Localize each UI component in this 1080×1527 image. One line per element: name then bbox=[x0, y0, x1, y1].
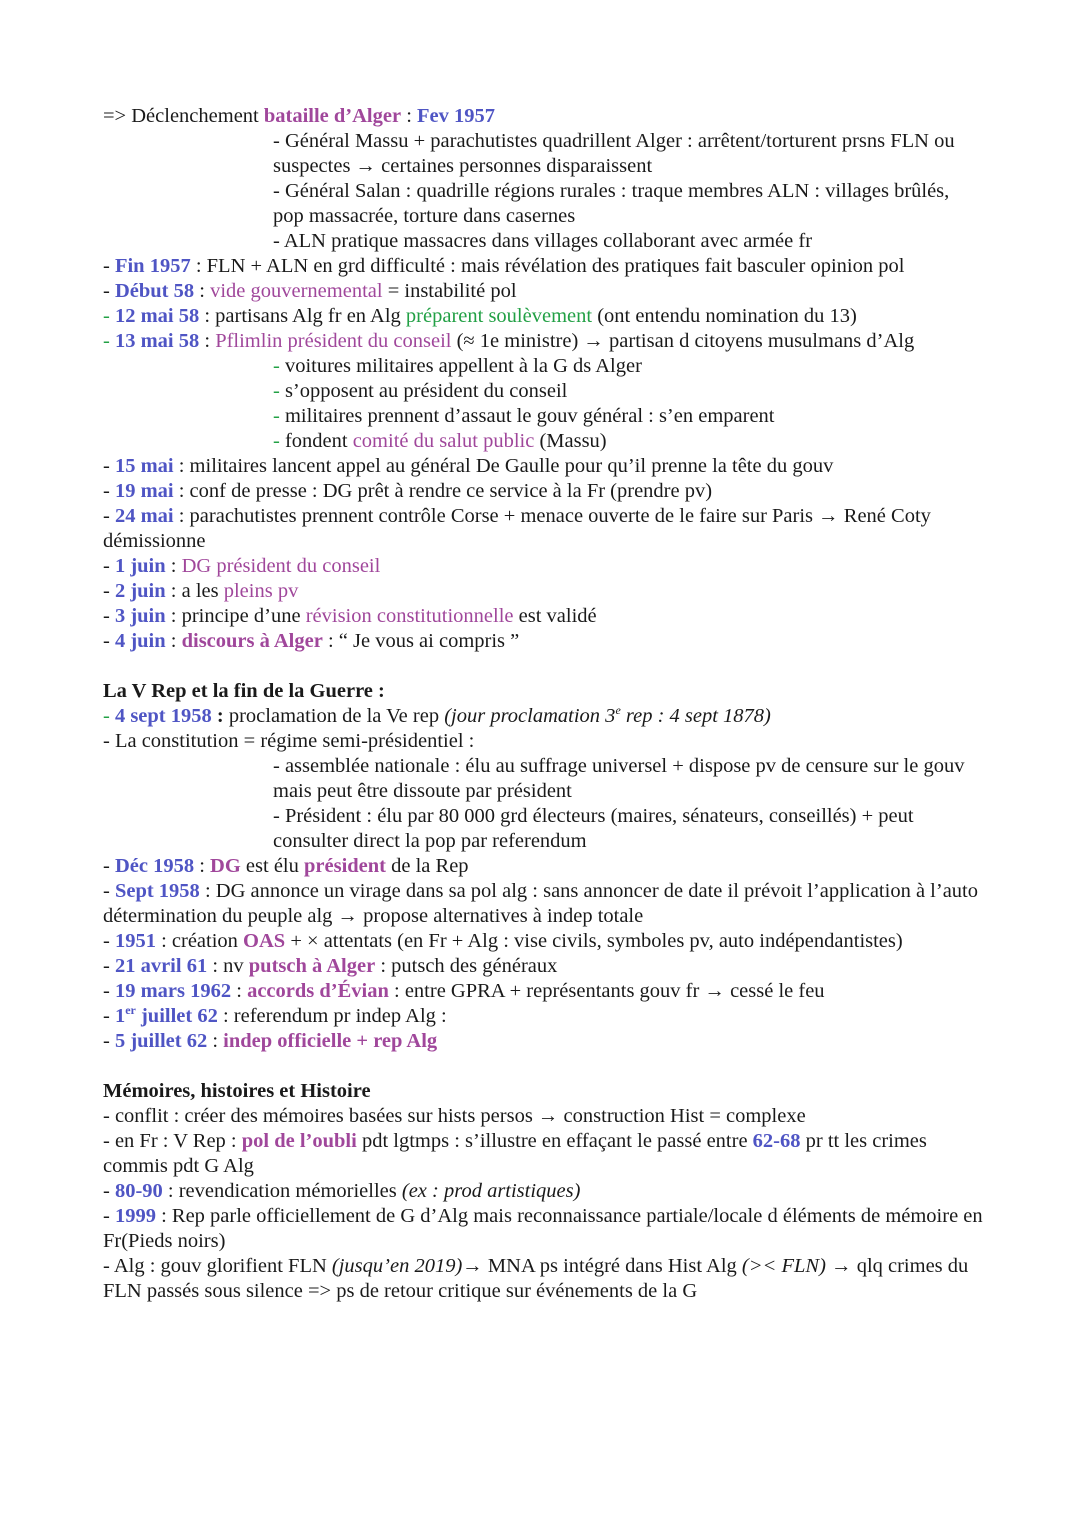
dash: - bbox=[103, 330, 115, 352]
dash: - bbox=[103, 605, 115, 627]
line-3-juin bbox=[103, 604, 983, 629]
text: (Massu) bbox=[534, 430, 607, 452]
italic-note: (>< FLN) bbox=[741, 1255, 826, 1277]
dash: - bbox=[103, 455, 115, 477]
text: : parachutistes prennent contrôle Corse + menace ouverte de le faire sur Paris → René Coty démissionne bbox=[103, 505, 931, 552]
highlight-term: Pflimlin président du conseil bbox=[215, 330, 452, 352]
dash: - bbox=[103, 1030, 115, 1052]
highlight-term: discours à Alger bbox=[181, 630, 323, 652]
line-15-mai bbox=[103, 454, 983, 479]
line-aln: - ALN pratique massacres dans villages collaborant avec armée fr bbox=[273, 230, 813, 252]
date: 4 sept 1958 bbox=[114, 705, 212, 727]
highlight-term: vide gouvernemental bbox=[210, 280, 383, 302]
document-page bbox=[103, 104, 983, 1304]
text: (ont entendu nomination du 13) bbox=[592, 305, 857, 327]
line-4-sept-1958 bbox=[103, 704, 983, 729]
date: 1 bbox=[114, 1005, 126, 1027]
text: : Rep parle officiellement de G d’Alg mais reconnaissance partiale/locale d éléments de mémoire en Fr(Pieds noirs) bbox=[103, 1205, 983, 1252]
line-salan: - Général Salan : quadrille régions rurales : traque membres ALN : villages brûlés, pop massacrée, torture dans casernes bbox=[273, 180, 950, 227]
line-1999 bbox=[103, 1204, 983, 1254]
date: 1999 bbox=[114, 1205, 156, 1227]
italic-note: (ex : prod artistiques) bbox=[401, 1180, 581, 1202]
dash: - bbox=[103, 705, 115, 727]
line-alg bbox=[103, 1254, 983, 1304]
dash: - bbox=[103, 930, 115, 952]
line-21-avril bbox=[103, 954, 983, 979]
line-19-mars bbox=[103, 979, 983, 1004]
date: Déc 1958 bbox=[114, 855, 195, 877]
line-13-mai bbox=[103, 329, 983, 354]
line-bataille-alger bbox=[103, 104, 983, 129]
text: : bbox=[211, 705, 229, 727]
dash: - bbox=[103, 580, 115, 602]
text: de la Rep bbox=[386, 855, 469, 877]
dash: - bbox=[103, 955, 115, 977]
text: : bbox=[165, 555, 182, 577]
highlight-term: bataille d’Alger bbox=[263, 105, 402, 127]
text: + × attentats (en Fr + Alg : vise civils, symboles pv, auto indépendantistes) bbox=[285, 930, 903, 952]
date: 21 avril 61 bbox=[114, 955, 208, 977]
line-19-mai bbox=[103, 479, 983, 504]
text: = instabilité pol bbox=[382, 280, 517, 302]
line-12-mai bbox=[103, 304, 983, 329]
text: : bbox=[199, 330, 216, 352]
dash: - bbox=[103, 1180, 115, 1202]
date: 13 mai 58 bbox=[114, 330, 200, 352]
highlight-term: pleins pv bbox=[223, 580, 299, 602]
dash: - bbox=[103, 980, 115, 1002]
text: pr tt les crimes commis pdt G Alg bbox=[103, 1130, 927, 1177]
line-1-juillet bbox=[103, 1004, 983, 1029]
date: 5 juillet 62 bbox=[114, 1030, 208, 1052]
line-massu: - Général Massu + parachutistes quadrillent Alger : arrêtent/torturent prsns FLN ou suspectes → certaines personnes disparaissent bbox=[273, 130, 955, 177]
date: Fin 1957 bbox=[114, 255, 191, 277]
text: : bbox=[194, 280, 211, 302]
dash: - bbox=[103, 255, 115, 277]
text: : partisans Alg fr en Alg bbox=[199, 305, 406, 327]
dash: - bbox=[103, 305, 115, 327]
dash: - bbox=[103, 880, 115, 902]
dash: - bbox=[273, 430, 285, 452]
text: : bbox=[231, 980, 248, 1002]
text: : DG annonce un virage dans sa pol alg : sans annoncer de date il prévoit l’application à l’auto détermination du peuple alg → propose alternatives à indep totale bbox=[103, 880, 978, 927]
text: : nv bbox=[207, 955, 249, 977]
line-debut-58 bbox=[103, 279, 983, 304]
line-opposent bbox=[103, 379, 983, 404]
date: 4 juin bbox=[114, 630, 166, 652]
line-1951 bbox=[103, 929, 983, 954]
line-4-juin bbox=[103, 629, 983, 654]
line-sept-1958 bbox=[103, 879, 983, 929]
text: militaires prennent d’assaut le gouv général : s’en emparent bbox=[284, 405, 775, 427]
italic-note: (jusqu’en 2019) bbox=[331, 1255, 463, 1277]
line-voitures bbox=[103, 354, 983, 379]
date: 1951 bbox=[114, 930, 156, 952]
highlight-term: préparent soulèvement bbox=[405, 305, 593, 327]
highlight-term: OAS bbox=[243, 930, 286, 952]
text: s’opposent au président du conseil bbox=[284, 380, 568, 402]
text: : bbox=[165, 630, 182, 652]
dash: - bbox=[103, 280, 115, 302]
date: Début 58 bbox=[114, 280, 195, 302]
line-assaut bbox=[103, 404, 983, 429]
line-conflit: - conflit : créer des mémoires basées sur hists persos → construction Hist = complexe bbox=[103, 1105, 806, 1127]
text: : conf de presse : DG prêt à rendre ce service à la Fr (prendre pv) bbox=[173, 480, 713, 502]
date: 19 mars 1962 bbox=[114, 980, 232, 1002]
section-heading-vrep: La V Rep et la fin de la Guerre : bbox=[103, 680, 385, 702]
spacer bbox=[103, 654, 983, 679]
text: est validé bbox=[513, 605, 597, 627]
date: Sept 1958 bbox=[114, 880, 200, 902]
text: proclamation de la Ve rep bbox=[228, 705, 445, 727]
highlight-term: DG bbox=[210, 855, 241, 877]
text: : entre GPRA + représentants gouv fr → cessé le feu bbox=[388, 980, 825, 1002]
superscript: e bbox=[615, 703, 621, 718]
text: : referendum pr indep Alg : bbox=[217, 1005, 447, 1027]
date: 24 mai bbox=[114, 505, 174, 527]
date: 3 juin bbox=[114, 605, 166, 627]
date: 2 juin bbox=[114, 580, 166, 602]
highlight-term: DG président du conseil bbox=[181, 555, 381, 577]
text: : militaires lancent appel au général De Gaulle pour qu’il prenne la tête du gouv bbox=[173, 455, 834, 477]
spacer bbox=[103, 1054, 983, 1079]
line-en-fr bbox=[103, 1129, 983, 1179]
highlight-term: pol de l’oubli bbox=[241, 1130, 357, 1152]
text: => Déclenchement bbox=[103, 105, 264, 127]
superscript: er bbox=[125, 1003, 136, 1018]
dash: - bbox=[103, 855, 115, 877]
line-constitution: - La constitution = régime semi-présidentiel : bbox=[103, 730, 475, 752]
dash: - bbox=[273, 405, 285, 427]
text: voitures militaires appellent à la G ds Alger bbox=[284, 355, 642, 377]
date: juillet 62 bbox=[135, 1005, 218, 1027]
text: pdt lgtmps : s’illustre en effaçant le passé entre bbox=[356, 1130, 753, 1152]
dash: - bbox=[103, 555, 115, 577]
dash: - bbox=[273, 355, 285, 377]
text: : création bbox=[155, 930, 244, 952]
text: est élu bbox=[240, 855, 304, 877]
date: 15 mai bbox=[114, 455, 174, 477]
text: : revendication mémorielles bbox=[162, 1180, 402, 1202]
line-dec-1958 bbox=[103, 854, 983, 879]
dash: - bbox=[273, 380, 285, 402]
date: 12 mai 58 bbox=[114, 305, 200, 327]
line-24-mai bbox=[103, 504, 983, 554]
date: 62-68 bbox=[752, 1130, 801, 1152]
section-heading-memoires: Mémoires, histoires et Histoire bbox=[103, 1080, 371, 1102]
text: : putsch des généraux bbox=[375, 955, 558, 977]
line-1-juin bbox=[103, 554, 983, 579]
text: → MNA ps intégré dans Hist Alg bbox=[462, 1255, 742, 1277]
line-comite bbox=[103, 429, 983, 454]
text: : bbox=[194, 855, 211, 877]
line-president: - Président : élu par 80 000 grd électeurs (maires, sénateurs, conseillés) + peut consulter direct la pop par referendum bbox=[273, 805, 914, 852]
highlight-term: accords d’Évian bbox=[247, 980, 389, 1002]
line-2-juin bbox=[103, 579, 983, 604]
text: → qlq crimes du FLN passés sous silence => ps de retour critique sur événements de la G bbox=[103, 1255, 969, 1302]
text: - en Fr : V Rep : bbox=[103, 1130, 242, 1152]
italic-note: (jour proclamation 3 bbox=[444, 705, 616, 727]
line-assemblee: - assemblée nationale : élu au suffrage universel + dispose pv de censure sur le gouv mais peut être dissoute par président bbox=[273, 755, 965, 802]
dash: - bbox=[103, 1205, 115, 1227]
date: 1 juin bbox=[114, 555, 166, 577]
text: : bbox=[401, 105, 418, 127]
text: fondent bbox=[284, 430, 353, 452]
dash: - bbox=[103, 1005, 115, 1027]
dash: - bbox=[103, 480, 115, 502]
text: : FLN + ALN en grd difficulté : mais révélation des pratiques fait basculer opinion pol bbox=[190, 255, 905, 277]
date: 19 mai bbox=[114, 480, 174, 502]
highlight-term: indep officielle + rep Alg bbox=[223, 1030, 438, 1052]
date: 80-90 bbox=[114, 1180, 163, 1202]
line-80-90 bbox=[103, 1179, 983, 1204]
dash: - bbox=[103, 505, 115, 527]
text: (≈ 1e ministre) → partisan d citoyens musulmans d’Alg bbox=[451, 330, 915, 352]
text: - Alg : gouv glorifient FLN bbox=[103, 1255, 332, 1277]
text: : “ Je vous ai compris ” bbox=[322, 630, 520, 652]
highlight-term: putsch à Alger bbox=[248, 955, 376, 977]
line-fin-1957 bbox=[103, 254, 983, 279]
line-5-juillet bbox=[103, 1029, 983, 1054]
text: : a les bbox=[165, 580, 224, 602]
text: : bbox=[207, 1030, 224, 1052]
dash: - bbox=[103, 630, 115, 652]
text: : principe d’une bbox=[165, 605, 306, 627]
highlight-term: révision constitutionnelle bbox=[305, 605, 514, 627]
date: Fev 1957 bbox=[417, 105, 496, 127]
highlight-term: comité du salut public bbox=[352, 430, 535, 452]
highlight-term: président bbox=[304, 855, 386, 877]
italic-note: rep : 4 sept 1878) bbox=[620, 705, 771, 727]
